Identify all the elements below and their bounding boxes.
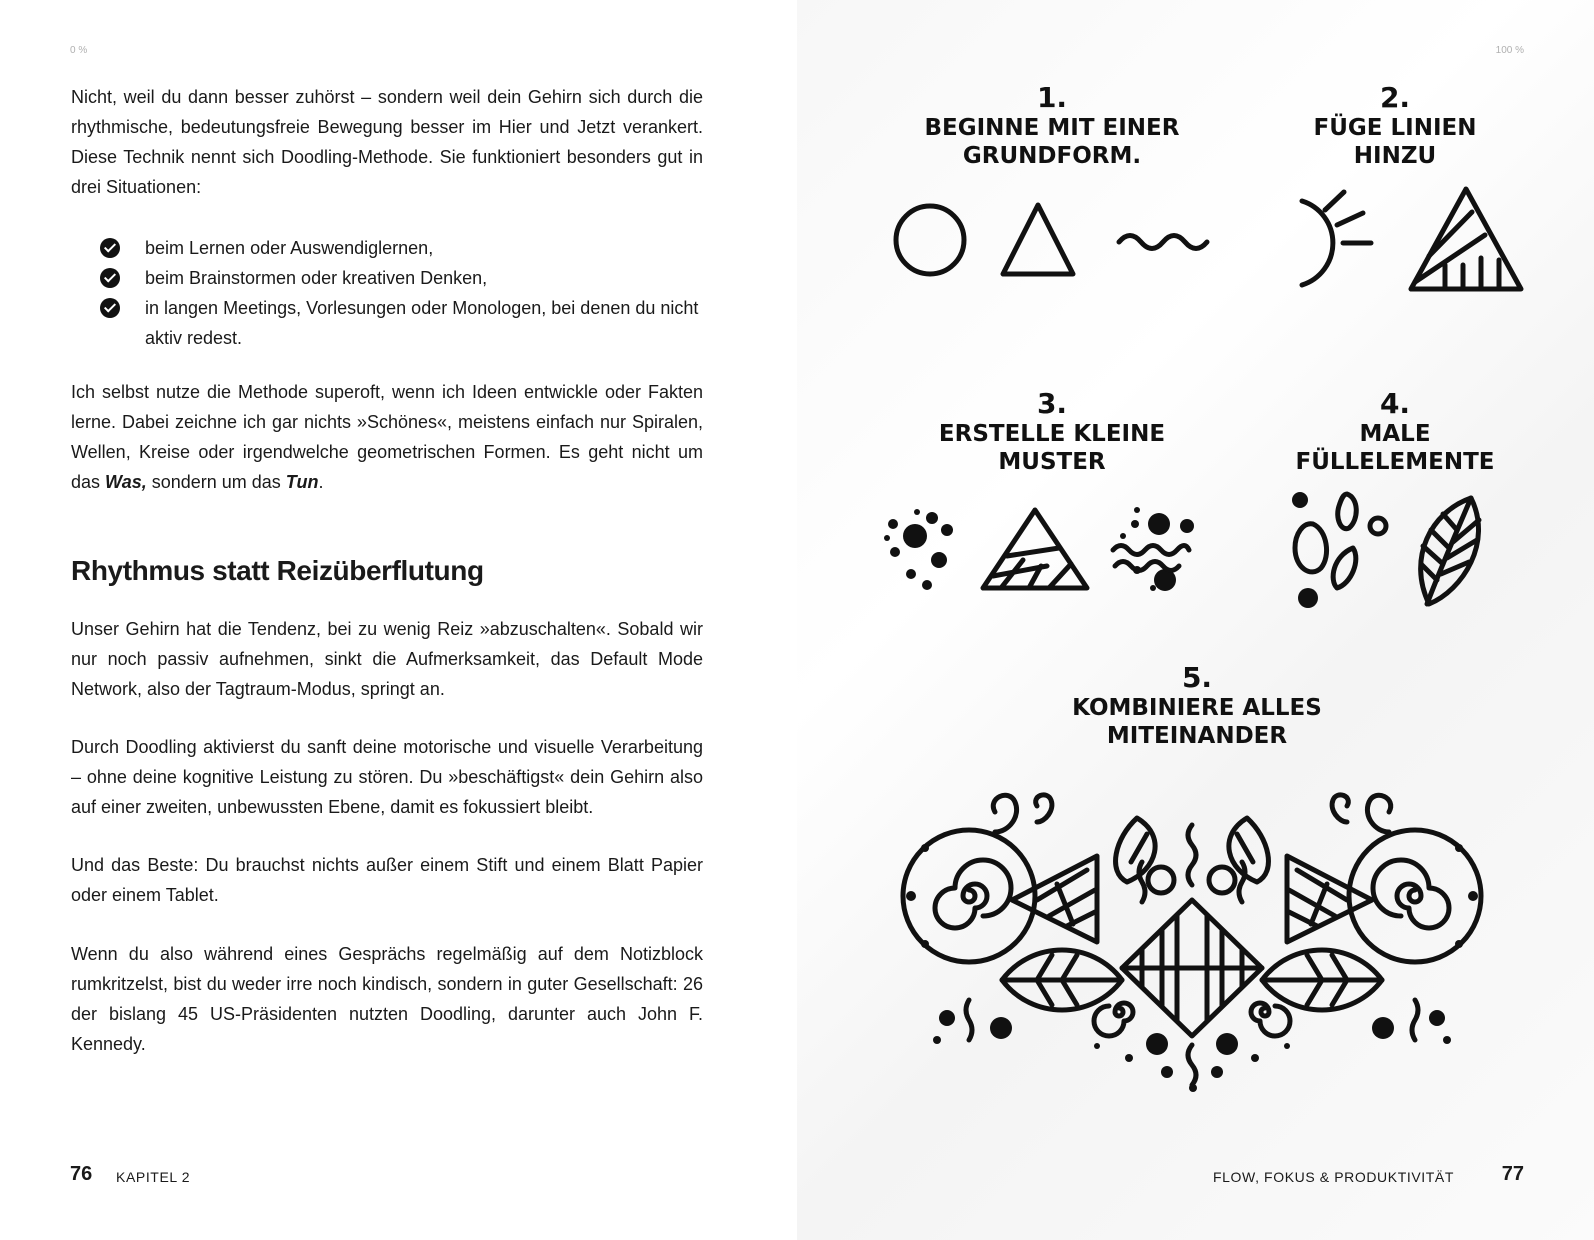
- progress-end-label: 100 %: [1495, 45, 1524, 56]
- paragraph-intro: Nicht, weil du dann besser zuhörst – sondern weil dein Gehirn sich durch die rhythmische, bedeutungsfreie Bewegung besser im Hier und Jetzt verankert. Diese Technik nennt sich Doodling-Methode. Sie funktioniert besonders gut in drei Situationen:: [71, 87, 703, 197]
- page-number-left: 76: [70, 1163, 93, 1185]
- doodle-illustrations: [797, 0, 1594, 1240]
- basic-shapes-doodle: [896, 205, 1207, 274]
- section-heading: Rhythmus statt Reizüberflutung: [71, 555, 484, 586]
- running-head: FLOW, FOKUS & PRODUKTIVITÄT: [1213, 1169, 1454, 1185]
- page-number-right: 77: [1501, 1163, 1524, 1185]
- step-3-title: 3. ERSTELLE KLEINE MUSTER: [938, 387, 1166, 475]
- list-item: beim Lernen oder Auswendiglernen,: [100, 233, 700, 263]
- fill-elements-doodle: [1292, 492, 1479, 608]
- check-circle-icon: [100, 238, 120, 258]
- right-page: [797, 0, 1594, 1240]
- situation-list: [100, 233, 700, 353]
- list-item: beim Brainstormen oder kreativen Denken,: [100, 263, 700, 293]
- lines-doodle: [1302, 189, 1521, 289]
- paragraph-brain-tendency: Unser Gehirn hat die Tendenz, bei zu wenig Reiz »abzuschalten«. Sobald wir nur noch passiv aufnehmen, sinkt die Aufmerksamkeit, das Default Mode Network, also der Tagtraum-Modus, springt an.: [71, 619, 703, 699]
- paragraph-doodling-activation: Durch Doodling aktivierst du sanft deine motorische und visuelle Verarbeitung – ohne deine kognitive Leistung zu stören. Du »beschäftigst« dein Gehirn also auf einer zweiten, unbewussten Ebene, damit es fokussiert bleibt.: [71, 737, 703, 817]
- list-item: in langen Meetings, Vorlesungen oder Monologen, bei denen du nicht aktiv redest.: [100, 293, 700, 353]
- step-5-title: 5. KOMBINIERE ALLES MITEINANDER: [1072, 661, 1322, 749]
- chapter-label: KAPITEL 2: [116, 1169, 191, 1185]
- check-circle-icon: [100, 268, 120, 288]
- step-1-title: 1. BEGINNE MIT EINER GRUNDFORM.: [924, 81, 1180, 169]
- step-2-title: 2. FÜGE LINIEN HINZU: [1313, 81, 1477, 169]
- paragraph-best-part: Und das Beste: Du brauchst nichts außer einem Stift und einem Blatt Papier oder einem Tablet.: [71, 855, 703, 905]
- patterns-doodle: [884, 507, 1194, 591]
- paragraph-presidents: Wenn du also während eines Gesprächs regelmäßig auf dem Notizblock rumkritzelst, bist du weder irre noch kindisch, sondern in guter Gesellschaft: 26 der bislang 45 US-Präsidenten nutzten Doodling, darunter auch John F. Kennedy.: [71, 944, 703, 1054]
- progress-start-label: 0 %: [70, 45, 88, 56]
- combined-mandala-doodle: [903, 795, 1481, 1092]
- step-4-title: 4. MALE FÜLLELEMENTE: [1295, 387, 1495, 475]
- check-circle-icon: [100, 298, 120, 318]
- paragraph-method-usage: Ich selbst nutze die Methode superoft, wenn ich Ideen entwickle oder Fakten lerne. Dabei zeichne ich gar nichts »Schönes«, meistens einfach nur Spiralen, Wellen, Kreise oder irgendwelche geometrischen Formen. Es geht nicht um das Was, sondern um das Tun.: [71, 382, 703, 492]
